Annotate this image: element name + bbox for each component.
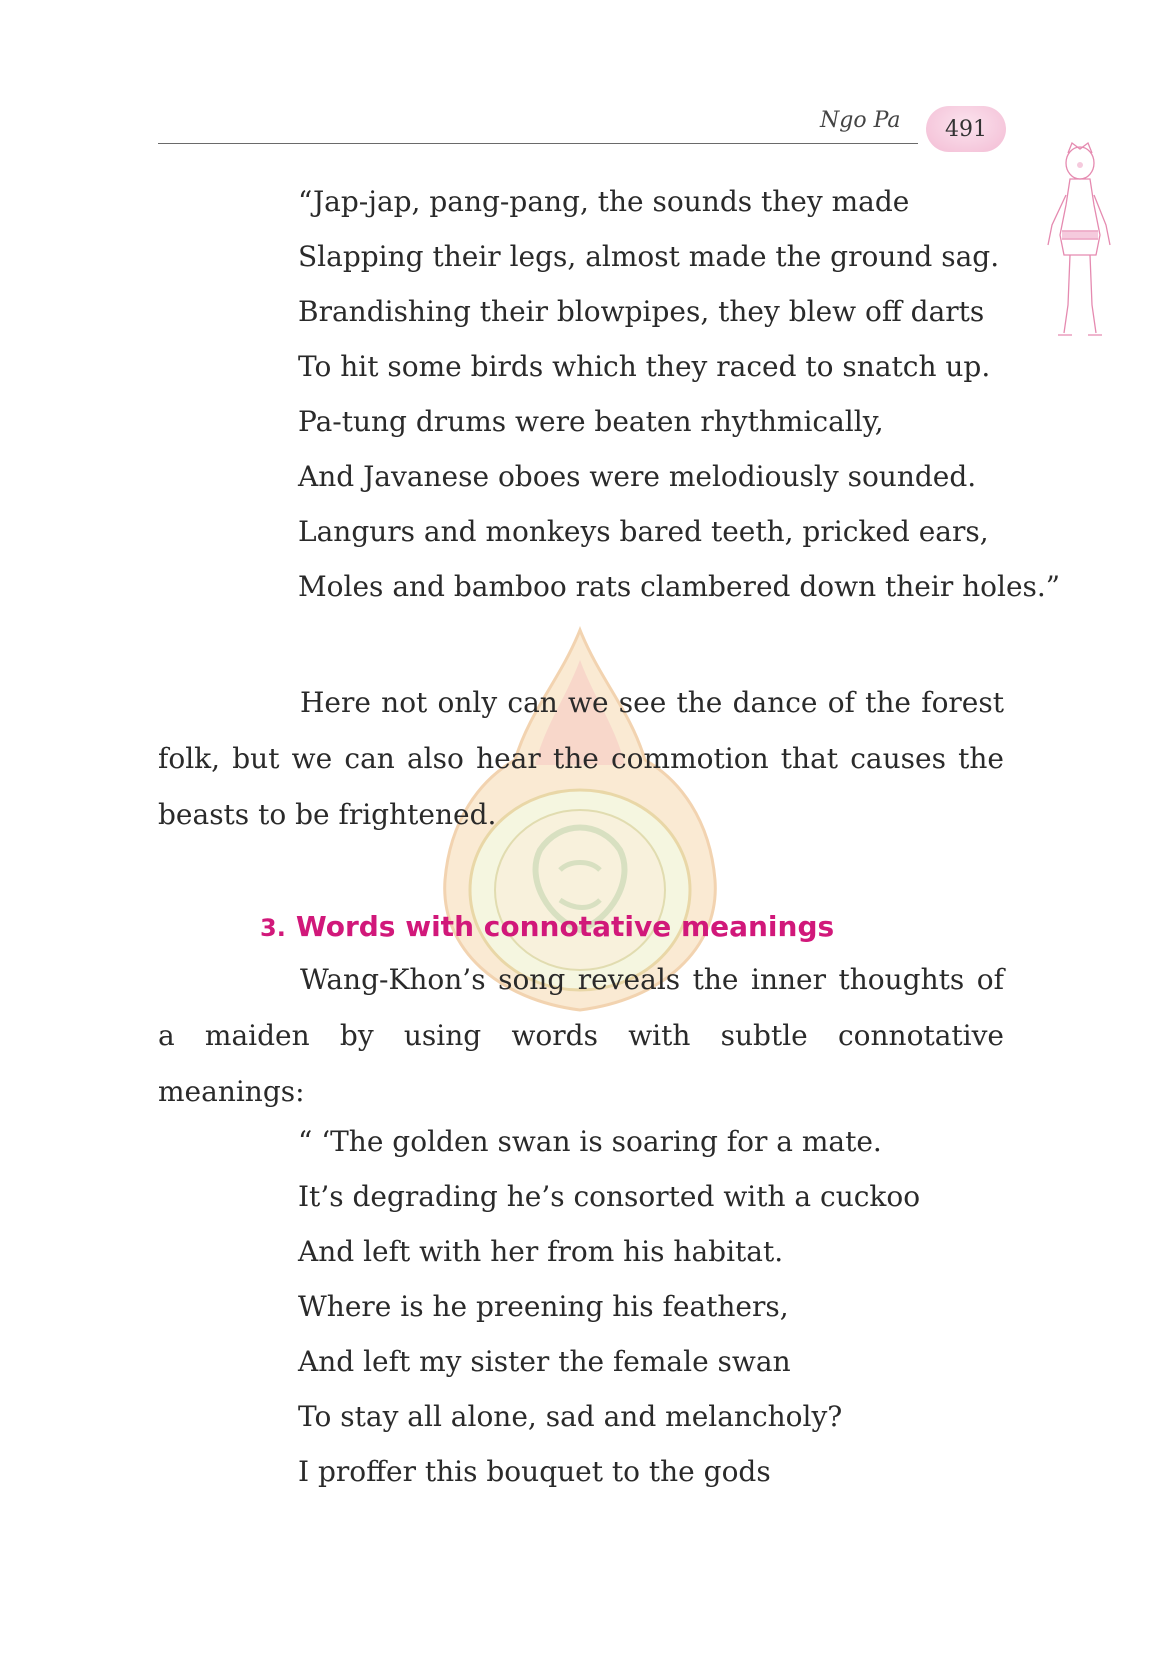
paragraph-text: Here not only can we see the dance of the forest folk, but we can also hear the commotion that causes the beasts to be frightened. <box>158 686 1004 831</box>
body-paragraph-1 <box>158 675 1004 843</box>
verse-line: Pa-tung drums were beaten rhythmically, <box>298 405 884 438</box>
verse-line: And left with her from his habitat. <box>298 1235 784 1268</box>
running-head: Ngo Pa <box>820 108 901 133</box>
verse-line: To stay all alone, sad and melancholy? <box>298 1400 843 1433</box>
section-title: Words with connotative meanings <box>295 910 835 943</box>
header-rule <box>158 143 918 144</box>
verse-line: Where is he preening his feathers, <box>298 1290 789 1323</box>
forest-figure-illustration <box>1040 135 1120 345</box>
verse-line: Slapping their legs, almost made the ground sag. <box>298 240 1000 273</box>
page-number-badge <box>926 106 1006 152</box>
verse-line: “Jap-jap, pang-pang, the sounds they made <box>298 185 910 218</box>
section-heading <box>260 910 834 943</box>
paragraph-text: Wang-Khon’s song reveals the inner thoughts of a maiden by using words with subtle connotative meanings: <box>158 963 1004 1108</box>
verse-line: And Javanese oboes were melodiously sounded. <box>298 460 977 493</box>
verse-line: Langurs and monkeys bared teeth, pricked ears, <box>298 515 989 548</box>
verse-line: To hit some birds which they raced to snatch up. <box>298 350 991 383</box>
section-number: 3. <box>260 914 286 942</box>
body-paragraph-2 <box>158 952 1004 1120</box>
verse-line: Brandishing their blowpipes, they blew off darts <box>298 295 985 328</box>
page-number: 491 <box>945 116 987 142</box>
verse-line: It’s degrading he’s consorted with a cuckoo <box>298 1180 921 1213</box>
verse-line: Moles and bamboo rats clambered down their holes.” <box>298 570 1061 603</box>
verse-line: I proffer this bouquet to the gods <box>298 1455 771 1488</box>
verse-line: And left my sister the female swan <box>298 1345 791 1378</box>
verse-line: “ ‘The golden swan is soaring for a mate. <box>298 1125 882 1158</box>
